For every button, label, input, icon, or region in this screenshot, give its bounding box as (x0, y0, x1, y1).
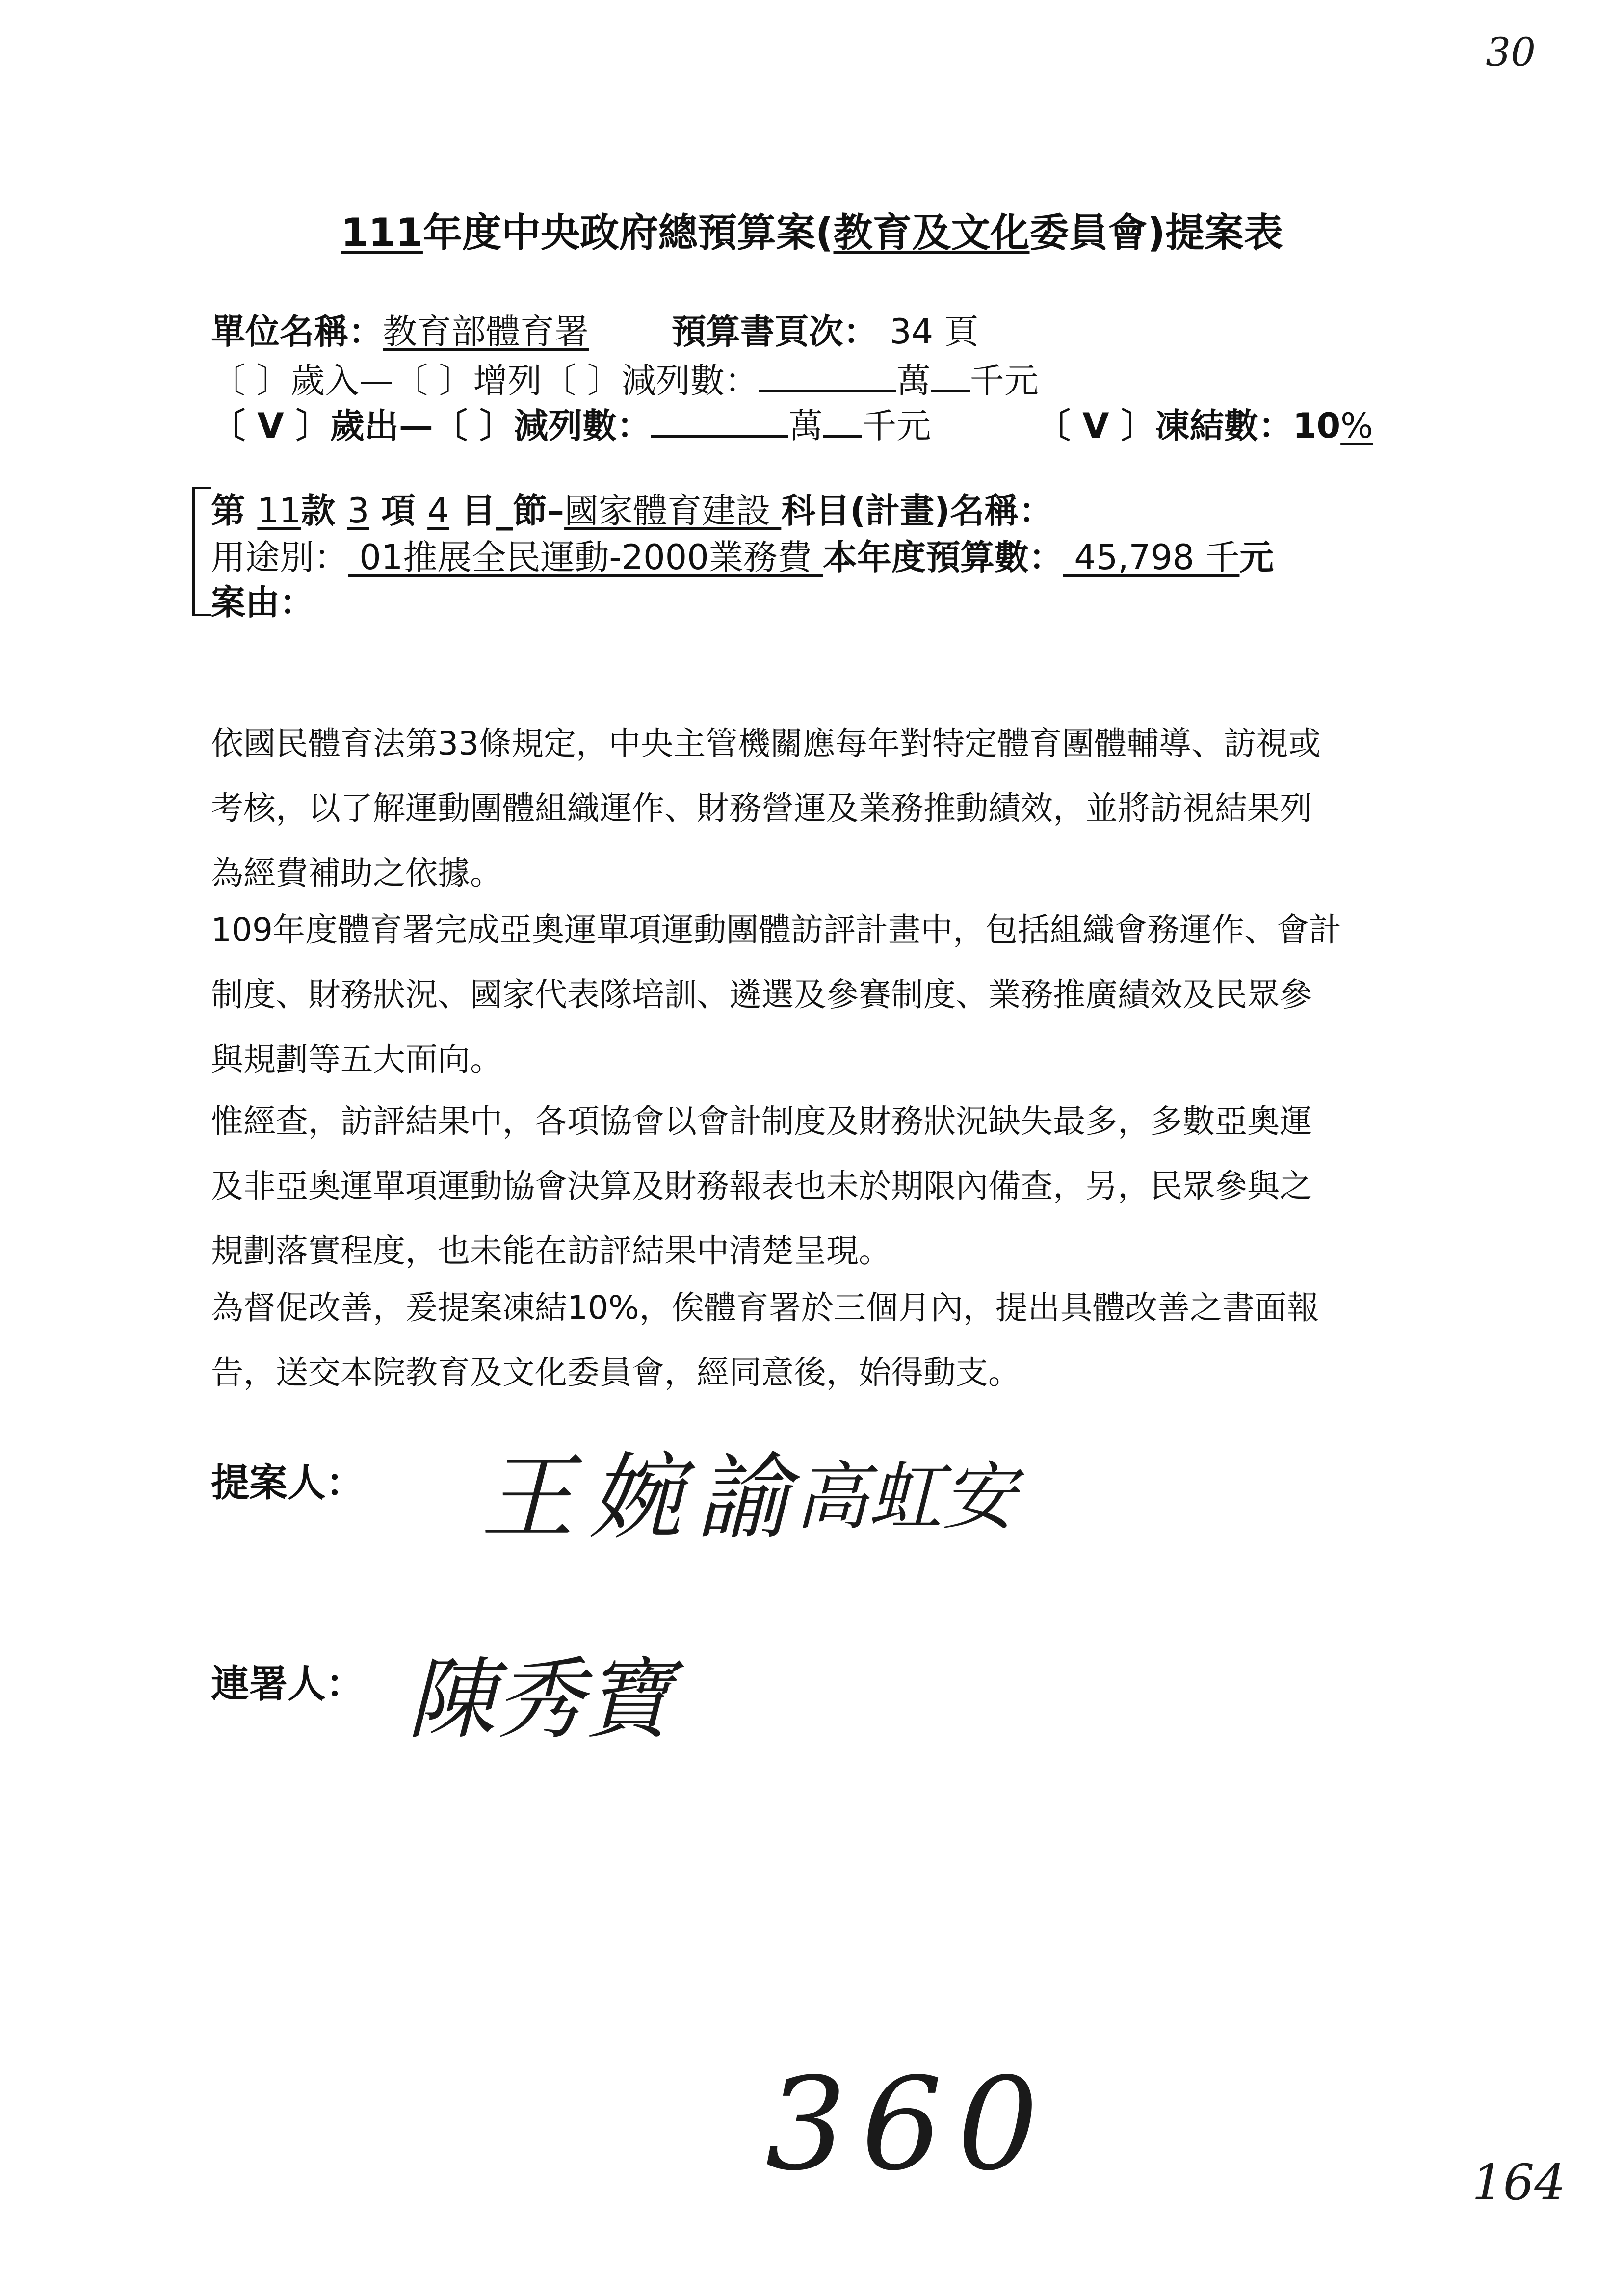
revenue-prefix: 〔 〕歲入—〔 〕增列〔 〕減列數： (211, 361, 759, 401)
paragraph-line: 依國民體育法第33條規定，中央主管機關應每年對特定體育團體輔導、訪視或 (211, 725, 1321, 762)
revenue-line (211, 353, 1039, 403)
freeze-pct: % (1340, 406, 1373, 446)
paragraph-line: 制度、財務狀況、國家代表隊培訓、遴選及參賽制度、業務推廣績效及民眾參 (211, 976, 1312, 1014)
expenditure-wan: 萬 (788, 406, 823, 446)
proposer-signature-1: 王婉諭 (481, 1443, 805, 1552)
proposer-label: 提案人： (211, 1461, 365, 1505)
page-number-top: 30 (1486, 29, 1536, 75)
subject-name-label: 科目(計畫)名稱： (781, 491, 1053, 531)
freeze-label: 〔 V 〕凍結數：10 (1036, 406, 1341, 446)
xiang-suffix: 項 (369, 491, 428, 531)
paragraph-3 (211, 1089, 1467, 1283)
paragraph-line: 告，送交本院教育及文化委員會，經同意後，始得動支。 (211, 1354, 1021, 1391)
unit-line (211, 304, 978, 354)
document-title (0, 201, 1624, 258)
reason-label: 案由： (211, 582, 314, 623)
budget-value: 45,798 千 (1063, 537, 1240, 577)
paragraph-line: 考核，以了解運動團體組織運作、財務營運及業務推動績效，並將訪視結果列 (211, 789, 1312, 827)
subject-line (211, 483, 1053, 533)
paragraph-1 (211, 711, 1467, 906)
expenditure-qian: 千元 (862, 406, 931, 446)
paragraph-line: 規劃落實程度，也未能在訪評結果中清楚呈現。 (211, 1232, 891, 1270)
mu-suffix: 目_節– (449, 491, 565, 531)
usage-value: 01推展全民運動-2000業務費 (348, 537, 823, 577)
title-part1: 年度中央政府總預算案( (422, 210, 834, 256)
subject-bracket (192, 487, 211, 616)
paragraph-line: 為經費補助之依據。 (211, 854, 502, 892)
page-label: 預算書頁次： (671, 312, 878, 352)
page-value: 34 頁 (890, 312, 979, 352)
kuan-suffix: 款 (301, 491, 347, 531)
title-part2: 委員會)提案表 (1029, 210, 1283, 256)
paragraph-line: 109年度體育署完成亞奧運單項運動團體訪評計畫中，包括組織會務運作、會計 (211, 911, 1341, 949)
paragraph-line: 與規劃等五大面向。 (211, 1041, 502, 1078)
kuan-value: 11 (257, 491, 301, 531)
cosigner-label: 連署人： (211, 1662, 365, 1706)
budget-label: 本年度預算數： (822, 537, 1063, 577)
revenue-qian: 千元 (969, 361, 1039, 401)
mu-value: 4 (427, 491, 449, 531)
budget-unit: 元 (1239, 537, 1274, 577)
expenditure-line (211, 398, 1373, 448)
paragraph-line: 為督促改善，爰提案凍結10%，俟體育署於三個月內，提出具體改善之書面報 (211, 1289, 1319, 1327)
usage-label: 用途別： (211, 537, 348, 577)
paragraph-2 (211, 898, 1467, 1092)
revenue-wan: 萬 (896, 361, 931, 401)
expenditure-prefix: 〔 V 〕歲出—〔 〕減列數： (211, 406, 652, 446)
page-number-bottom: 164 (1472, 2154, 1566, 2211)
unit-label: 單位名稱： (211, 312, 383, 352)
handwritten-number: 360 (765, 2051, 1053, 2199)
title-committee: 教育及文化 (833, 210, 1030, 256)
paragraph-line: 惟經查，訪評結果中，各項協會以會計制度及財務狀況缺失最多，多數亞奧運 (211, 1102, 1312, 1140)
kuan-label: 第 (211, 491, 258, 531)
subject-name: 國家體育建設 (564, 491, 782, 531)
xiang-value: 3 (347, 491, 369, 531)
usage-line (211, 530, 1274, 579)
cosigner-signature: 陳秀寶 (407, 1648, 673, 1751)
unit-value: 教育部體育署 (383, 312, 589, 352)
proposer-signature-2: 高虹安 (795, 1455, 1016, 1540)
title-year: 111 (341, 210, 423, 256)
paragraph-4 (211, 1276, 1467, 1405)
paragraph-line: 及非亞奧運單項運動協會決算及財務報表也未於期限內備查，另，民眾參與之 (211, 1167, 1312, 1205)
